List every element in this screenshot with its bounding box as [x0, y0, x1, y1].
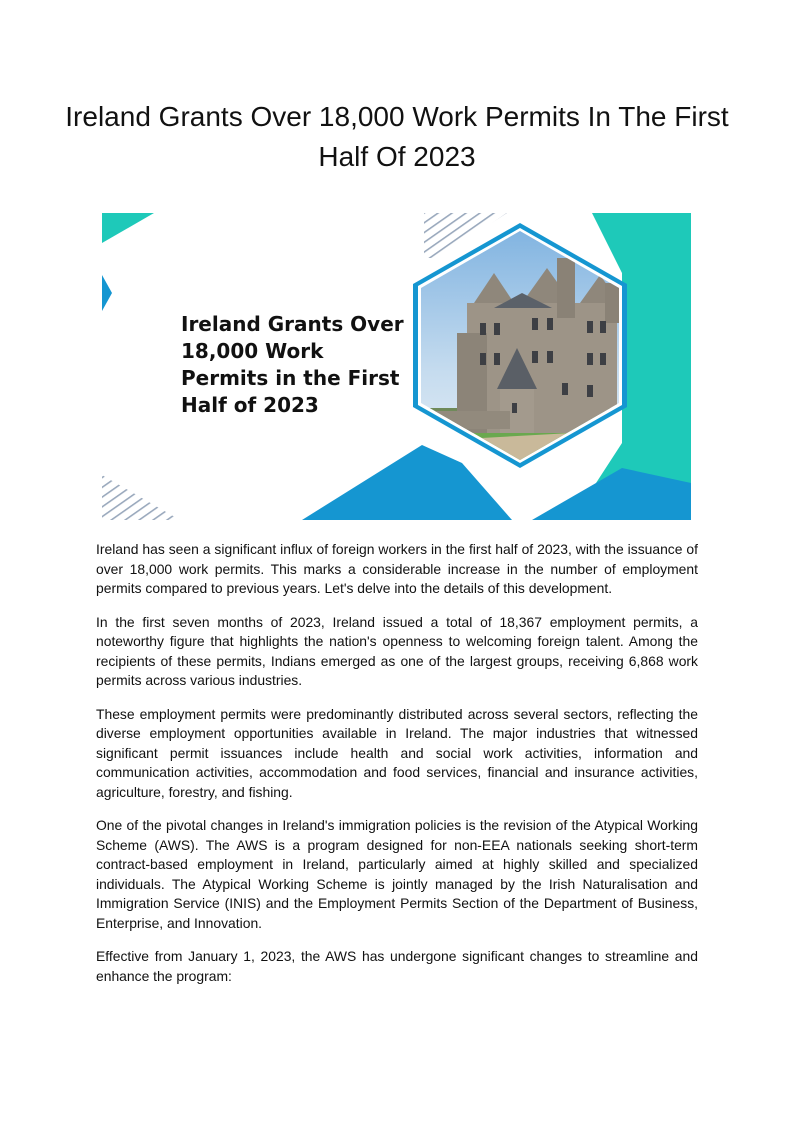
banner-heading: Ireland Grants Over 18,000 Work Permits in the First Half of 2023 — [181, 312, 404, 417]
paragraph: In the first seven months of 2023, Ireland issued a total of 18,367 employment permits, a noteworthy figure that highlights the nation's openness to welcoming foreign talent. Among the recipients of these permits, Indians emerged as one of the largest groups, receiving 6,868 work permits across various industries. — [96, 613, 698, 688]
teal-corner-shape — [102, 213, 154, 243]
paragraph: Ireland has seen a significant influx of foreign workers in the first half of 2023, with the issuance of over 18,000 work permits. This marks a considerable increase in the number of employment permits compared to previous years. Let's delve into the details of this development. — [96, 541, 698, 596]
blue-wedge-bottom — [302, 445, 512, 520]
paragraph: These employment permits were predominantly distributed across several sectors, reflecting the diverse employment opportunities available in Ireland. The major industries that witnessed significant permit issuances include health and social work activities, information and communication activities, accommodation and food services, financial and insurance activities, agriculture, forestry, and fishing. — [96, 705, 698, 800]
stripe-band-bottom — [102, 475, 180, 520]
banner-image — [102, 213, 691, 520]
castle-photo — [412, 223, 632, 473]
paragraph: One of the pivotal changes in Ireland's immigration policies is the revision of the Atypical Working Scheme (AWS). The AWS is a program designed for non-EEA nationals seeking short-term contract-based employment in Ireland, particularly aimed at highly skilled and specialized individuals. The Atypical Working Scheme is jointly managed by the Irish Naturalisation and Immigration Service (INIS) and the Employment Permits Section of the Department of Business, Enterprise, and Innovation. — [96, 817, 698, 931]
page-title: Ireland Grants Over 18,000 Work Permits In The First Half Of 2023 — [65, 101, 729, 172]
paragraph: Effective from January 1, 2023, the AWS has undergone significant changes to streamline and enhance the program: — [96, 948, 698, 984]
article-body — [96, 540, 698, 1000]
blue-arrow-shape — [102, 275, 112, 311]
